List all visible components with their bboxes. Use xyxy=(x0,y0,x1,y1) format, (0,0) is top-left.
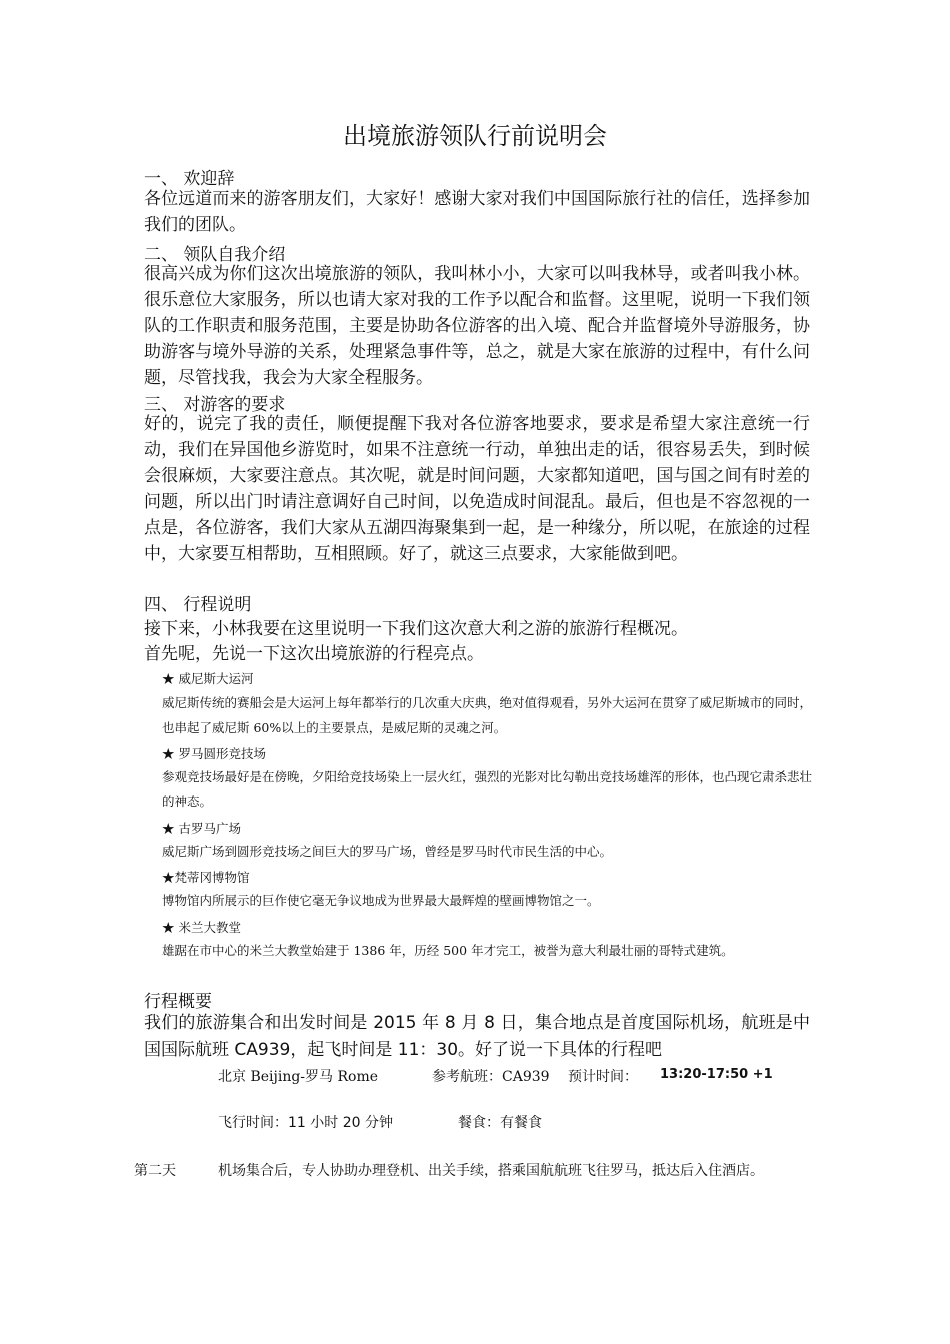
flight-meal: 餐食：有餐食 xyxy=(458,1115,542,1131)
section-body-welcome: 各位远道而来的游客朋友们，大家好！感谢大家对我们中国国际旅行社的信任，选择参加我们的团队。 xyxy=(144,189,810,235)
section-heading-intro: 二、 领队自我介绍 xyxy=(144,245,286,265)
itinerary-line-1: 接下来，小林我要在这里说明一下我们这次意大利之游的旅游行程概况。 xyxy=(144,619,688,639)
highlight-description: 威尼斯广场到圆形竞技场之间巨大的罗马广场，曾经是罗马时代市民生活的中心。 xyxy=(162,844,613,859)
section-heading-welcome: 一、 欢迎辞 xyxy=(144,169,235,189)
flight-time-value: 13:20-17:50 +1 xyxy=(660,1067,773,1082)
highlight-label: ★ 古罗马广场 xyxy=(162,821,241,836)
highlight-description: 博物馆内所展示的巨作使它毫无争议地成为世界最大最辉煌的壁画博物馆之一。 xyxy=(162,893,600,908)
highlight-description: 威尼斯传统的赛船会是大运河上每年都举行的几次重大庆典，绝对值得观看，另外大运河在贯穿了威尼斯城市的同时，也串起了威尼斯 60%以上的主要景点，是威尼斯的灵魂之河。 xyxy=(162,695,813,735)
flight-reference: 参考航班：CA939 xyxy=(432,1069,550,1085)
highlight-description: 雄踞在市中心的米兰大教堂始建于 1386 年，历经 500 年才完工，被誉为意大利最壮丽的哥特式建筑。 xyxy=(162,943,734,958)
day-description: 机场集合后，专人协助办理登机、出关手续，搭乘国航航班飞往罗马，抵达后入住酒店。 xyxy=(218,1163,764,1179)
highlight-label: ★ 罗马圆形竞技场 xyxy=(162,746,266,761)
highlight-label: ★ 威尼斯大运河 xyxy=(162,671,254,686)
day-label: 第二天 xyxy=(134,1163,176,1179)
section-body-intro: 很高兴成为你们这次出境旅游的领队，我叫林小小，大家可以叫我林导，或者叫我小林。很乐意位大家服务，所以也请大家对我的工作予以配合和监督。这里呢，说明一下我们领队的工作职责和服务范围，主要是协助各位游客的出入境、配合并监督境外导游服务，协助游客与境外导游的关系，处理紧急事件等，总之，就是大家在旅游的过程中，有什么问题，尽管找我，我会为大家全程服务。 xyxy=(144,264,810,388)
highlight-label: ★梵蒂冈博物馆 xyxy=(162,870,250,885)
overview-heading: 行程概要 xyxy=(144,992,212,1012)
section-body-requirements: 好的，说完了我的责任，顺便提醒下我对各位游客地要求，要求是希望大家注意统一行动，我们在异国他乡游览时，如果不注意统一行动，单独出走的话，很容易丢失，到时候会很麻烦，大家要注意点。其次呢，就是时间问题，大家都知道吧，国与国之间有时差的问题，所以出门时请注意调好自己时间，以免造成时间混乱。最后，但也是不容忽视的一点是，各位游客，我们大家从五湖四海聚集到一起，是一种缘分，所以呢，在旅途的过程中，大家要互相帮助，互相照顾。好了，就这三点要求，大家能做到吧。 xyxy=(144,414,810,564)
flight-duration: 飞行时间：11 小时 20 分钟 xyxy=(218,1115,393,1131)
flight-route: 北京 Beijing-罗马 Rome xyxy=(218,1069,379,1085)
flight-time-label: 预计时间： xyxy=(568,1069,638,1085)
section-heading-itinerary: 四、 行程说明 xyxy=(144,595,252,615)
page-title: 出境旅游领队行前说明会 xyxy=(343,122,607,150)
highlight-description: 参观竞技场最好是在傍晚，夕阳给竞技场染上一层火红，强烈的光影对比勾勒出竞技场雄浑的形体，也凸现它肃杀悲壮的神态。 xyxy=(162,769,813,809)
highlight-label: ★ 米兰大教堂 xyxy=(162,920,241,935)
itinerary-line-2: 首先呢，先说一下这次出境旅游的行程亮点。 xyxy=(144,644,484,664)
overview-body: 我们的旅游集合和出发时间是 2015 年 8 月 8 日，集合地点是首度国际机场，航班是中国国际航班 CA939，起飞时间是 11：30。好了说一下具体的行程吧 xyxy=(144,1013,810,1060)
section-heading-requirements: 三、 对游客的要求 xyxy=(144,395,286,415)
